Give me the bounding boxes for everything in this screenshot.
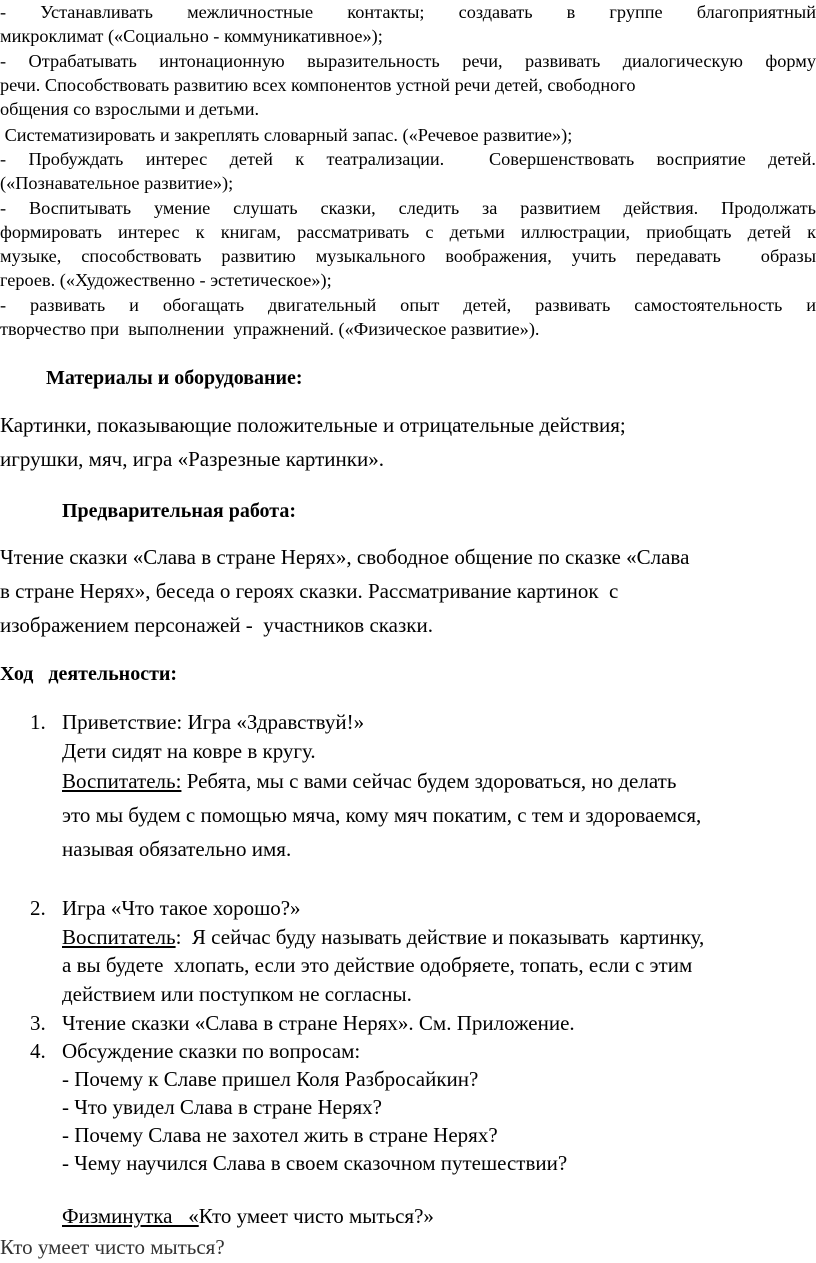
item-4-title: Обсуждение сказки по вопросам: bbox=[62, 1039, 361, 1063]
speaker-label: Воспитатель: bbox=[62, 769, 182, 793]
goal-5-line-4: героев. («Художественно - эстетическое»); bbox=[0, 270, 332, 290]
item-2-number: 2. bbox=[30, 896, 46, 920]
item-1-speech-line-3: называя обязательно имя. bbox=[62, 837, 292, 861]
goal-2-line-1: - Отрабатывать интонационную выразительность речи, развивать диалогическую форму bbox=[0, 51, 816, 71]
materials-line-1: Картинки, показывающие положительные и отрицательные действия; bbox=[0, 413, 626, 437]
question-item: - Почему к Славе пришел Коля Разбросайкин? bbox=[62, 1067, 479, 1091]
fizminutka-heading bbox=[62, 1204, 434, 1229]
item-3-number: 3. bbox=[30, 1011, 46, 1035]
item-1-speech-line-2: это мы будем с помощью мяча, кому мяч покатим, с тем и здороваемся, bbox=[62, 803, 702, 827]
poem-first-line: Кто умеет чисто мыться? bbox=[0, 1235, 225, 1259]
preliminary-line-2: в стране Нерях», беседа о героях сказки. Рассматривание картинок с bbox=[0, 579, 619, 603]
item-4-number: 4. bbox=[30, 1039, 46, 1063]
question-item: - Чему научился Слава в своем сказочном путешествии? bbox=[62, 1151, 568, 1175]
item-1-line-2: Дети сидят на ковре в кругу. bbox=[62, 739, 316, 763]
fizminutka-title: Кто умеет чисто мыться?» bbox=[198, 1204, 434, 1228]
speaker-label: Воспитатель bbox=[62, 925, 176, 949]
preliminary-heading: Предварительная работа: bbox=[62, 500, 297, 522]
item-1-speech-line-1 bbox=[62, 769, 676, 794]
materials-heading: Материалы и оборудование: bbox=[46, 367, 303, 389]
item-1-number: 1. bbox=[30, 710, 46, 734]
fizminutka-label: Физминутка « bbox=[62, 1204, 199, 1228]
goal-5-line-1: - Воспитывать умение слушать сказки, следить за развитием действия. Продолжать bbox=[0, 198, 816, 218]
question-item: - Почему Слава не захотел жить в стране Нерях? bbox=[62, 1123, 498, 1147]
item-2-speech-line-3: действием или поступком не согласны. bbox=[62, 982, 412, 1006]
course-heading: Ход деятельности: bbox=[0, 663, 178, 685]
speech-text: Ребята, мы с вами сейчас будем здороваться, но делать bbox=[181, 769, 677, 793]
question-item: - Что увидел Слава в стране Нерях? bbox=[62, 1095, 382, 1119]
goal-4-line-1: - Пробуждать интерес детей к театрализации. Совершенствовать восприятие детей. bbox=[0, 149, 816, 169]
goal-1-line-1: - Устанавливать межличностные контакты; создавать в группе благоприятный bbox=[0, 2, 816, 22]
speech-text: : Я сейчас буду называть действие и показывать картинку, bbox=[175, 925, 705, 949]
goal-5-line-2: формировать интерес к книгам, рассматривать с детьми иллюстрации, приобщать детей к bbox=[0, 222, 816, 242]
item-2-title: Игра «Что такое хорошо?» bbox=[62, 896, 301, 920]
goal-6-line-1: - развивать и обогащать двигательный опыт детей, развивать самостоятельность и bbox=[0, 295, 816, 315]
item-2-speech-line-1 bbox=[62, 925, 704, 950]
goal-3: Систематизировать и закреплять словарный запас. («Речевое развитие»); bbox=[0, 125, 573, 145]
item-2-speech-line-2: а вы будете хлопать, если это действие одобряете, топать, если с этим bbox=[62, 953, 693, 977]
item-1-title: Приветствие: Игра «Здравствуй!» bbox=[62, 710, 365, 734]
goal-5-line-3: музыке, способствовать развитию музыкального воображения, учить передавать образы bbox=[0, 246, 816, 266]
goal-1-line-2: микроклимат («Социально - коммуникативное»); bbox=[0, 26, 383, 46]
preliminary-line-3: изображением персонажей - участников сказки. bbox=[0, 613, 433, 637]
materials-line-2: игрушки, мяч, игра «Разрезные картинки». bbox=[0, 447, 384, 471]
item-3-title: Чтение сказки «Слава в стране Нерях». См. Приложение. bbox=[62, 1011, 575, 1035]
goal-6-line-2: творчество при выполнении упражнений. («Физическое развитие»). bbox=[0, 319, 540, 339]
goal-2-line-2: речи. Способствовать развитию всех компонентов устной речи детей, свободного bbox=[0, 75, 636, 95]
goal-2-line-3: общения со взрослыми и детьми. bbox=[0, 99, 260, 119]
goal-4-line-2: («Познавательное развитие»); bbox=[0, 173, 234, 193]
preliminary-line-1: Чтение сказки «Слава в стране Нерях», свободное общение по сказке «Слава bbox=[0, 545, 690, 569]
